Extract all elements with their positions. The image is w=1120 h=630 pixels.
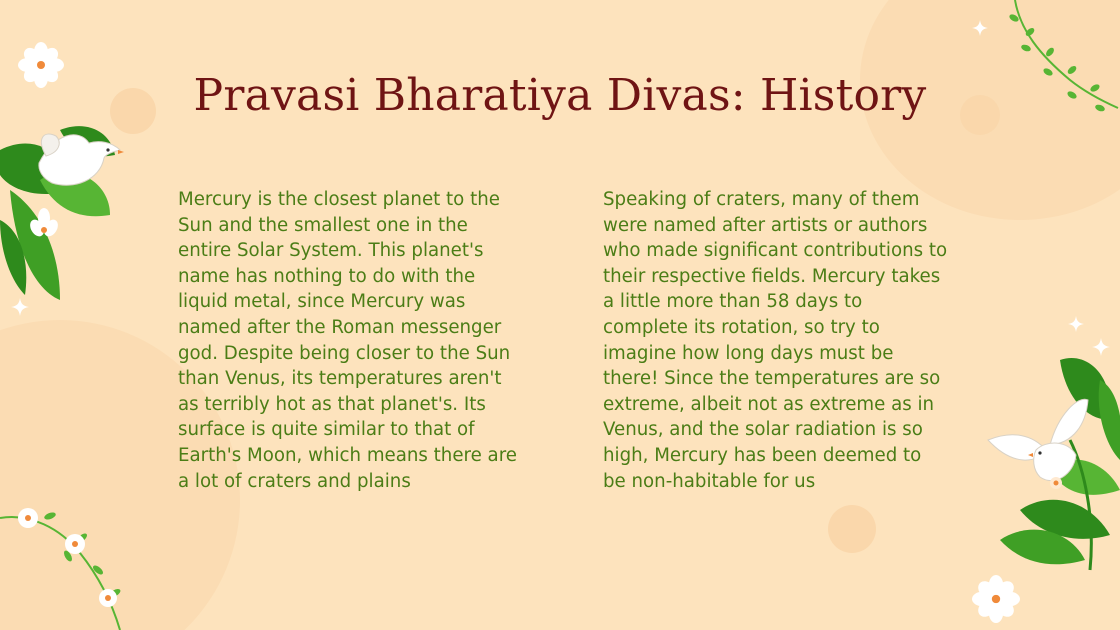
flower-icon (18, 42, 64, 88)
body-text-right: Speaking of craters, many of them were named after artists or authors who made significant contributions to their respective fields. Mercury takes a little more than 58 days to complete its rotation, so try to imagine how long days must be there! Since the temperatures are so extreme, albeit not as extreme as in Venus, and the solar radiation is so high, Mercury has been deemed to be non-habitable for us (603, 189, 948, 492)
dove-icon (34, 128, 124, 193)
flower-icon (28, 208, 60, 244)
dove-icon (988, 395, 1098, 495)
body-text-left: Mercury is the closest planet to the Sun and the smallest one in the entire Solar System. This planet's name has nothing to do with the liquid metal, since Mercury was named after the Roman messenger god. Despite being closer to the Sun than Venus, its temperatures aren't as terribly hot as that planet's. Its surface is quite similar to that of Earth's Moon, which means there are a lot of craters and plains (178, 189, 517, 492)
sparkle-icon (972, 20, 988, 36)
vine-icon (1000, 0, 1120, 120)
sparkle-icon (1068, 316, 1084, 332)
sparkle-icon (11, 298, 29, 316)
background-blob (828, 505, 876, 553)
slide-title: Pravasi Bharatiya Divas: History (193, 70, 927, 121)
flower-icon (972, 575, 1020, 623)
vine-icon (0, 498, 135, 630)
